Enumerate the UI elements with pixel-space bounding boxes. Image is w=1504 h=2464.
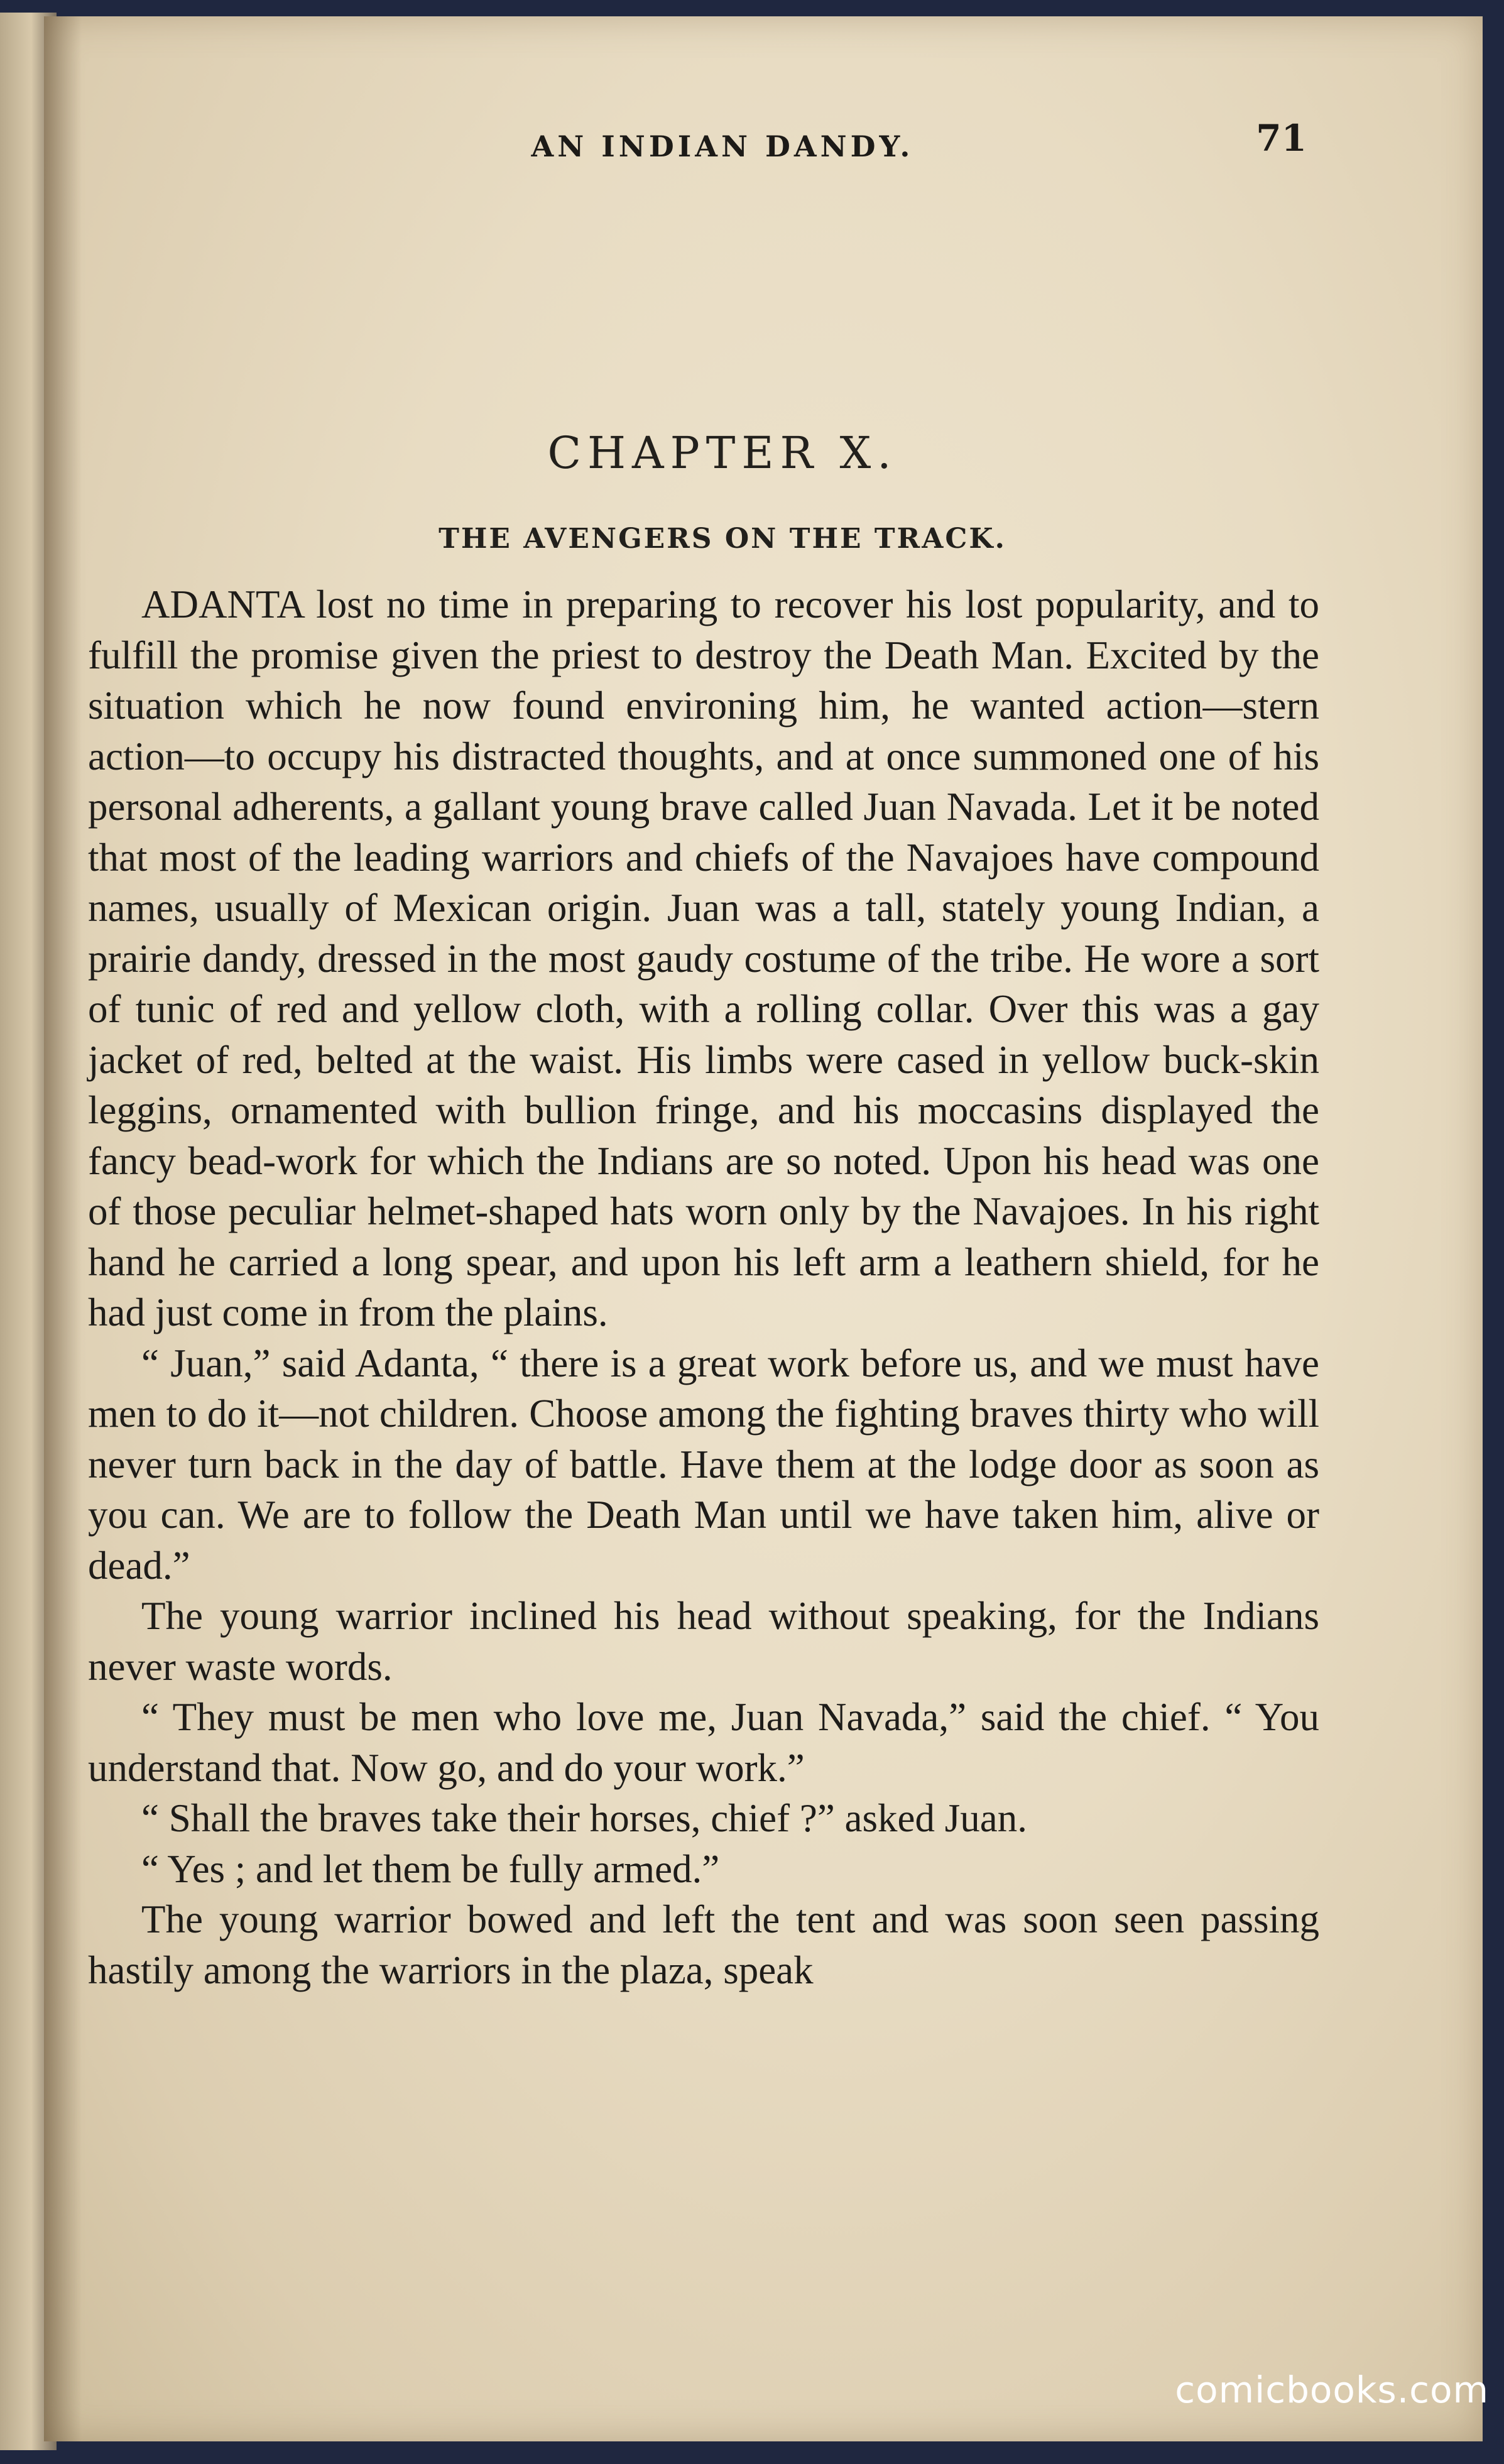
paragraph-1: ADANTA lost no time in preparing to recover his lost popularity, and to fulfill the promise given the priest to destroy the Death Man. Excited by the situation which he now found environing him, he wanted action—stern action—to occupy his distracted thoughts, and at once summoned one of his personal adherents, a gallant young brave called Juan Navada. Let it be noted that most of the leading warriors and chiefs of the Navajoes have compound names, usually of Mexican origin. Juan was a tall, stately young Indian, a prairie dandy, dressed in the most gaudy costume of the tribe. He wore a sort of tunic of red and yellow cloth, with a rolling collar. Over this was a gay jacket of red, belted at the waist. His limbs were cased in yellow buck-skin leggins, ornamented with bullion fringe, and his moccasins displayed the fancy bead-work for which the Indians are so noted. Upon his head was one of those peculiar helmet-shaped hats worn only by the Navajoes. In his right hand he carried a long spear, and upon his left arm a leathern shield, for he had just come in from the plains. [88,582,1319,1334]
paragraph-4: “ They must be men who love me, Juan Navada,” said the chief. “ You understand that. Now go, and do your work.” [88,1695,1319,1790]
paragraph-2: “ Juan,” said Adanta, “ there is a great work before us, and we must have men to do it—not children. Choose among the fighting braves thirty who will never turn back in the day of battle. Have them at the lodge door as soon as you can. We are to follow the Death Man until we have taken him, alive or dead.” [88,1341,1319,1588]
paragraph-6: “ Yes ; and let them be fully armed.” [141,1846,720,1891]
body-text [88,579,1319,1995]
running-head: AN INDIAN DANDY. [531,129,914,163]
paragraph-7: The young warrior bowed and left the tent and was soon seen passing hastily among the warriors in the plaza, speak [88,1897,1319,1992]
page-number: 71 [1256,117,1307,160]
chapter-subtitle: THE AVENGERS ON THE TRACK. [439,523,1006,555]
paragraph-3: The young warrior inclined his head without speaking, for the Indians never waste words. [88,1594,1319,1689]
paragraph-5: “ Shall the braves take their horses, chief ?” asked Juan. [141,1796,1027,1840]
chapter-title: CHAPTER X. [547,427,898,479]
watermark: comicbooks.com [1175,2369,1489,2411]
gutter-shadow [44,16,82,2441]
